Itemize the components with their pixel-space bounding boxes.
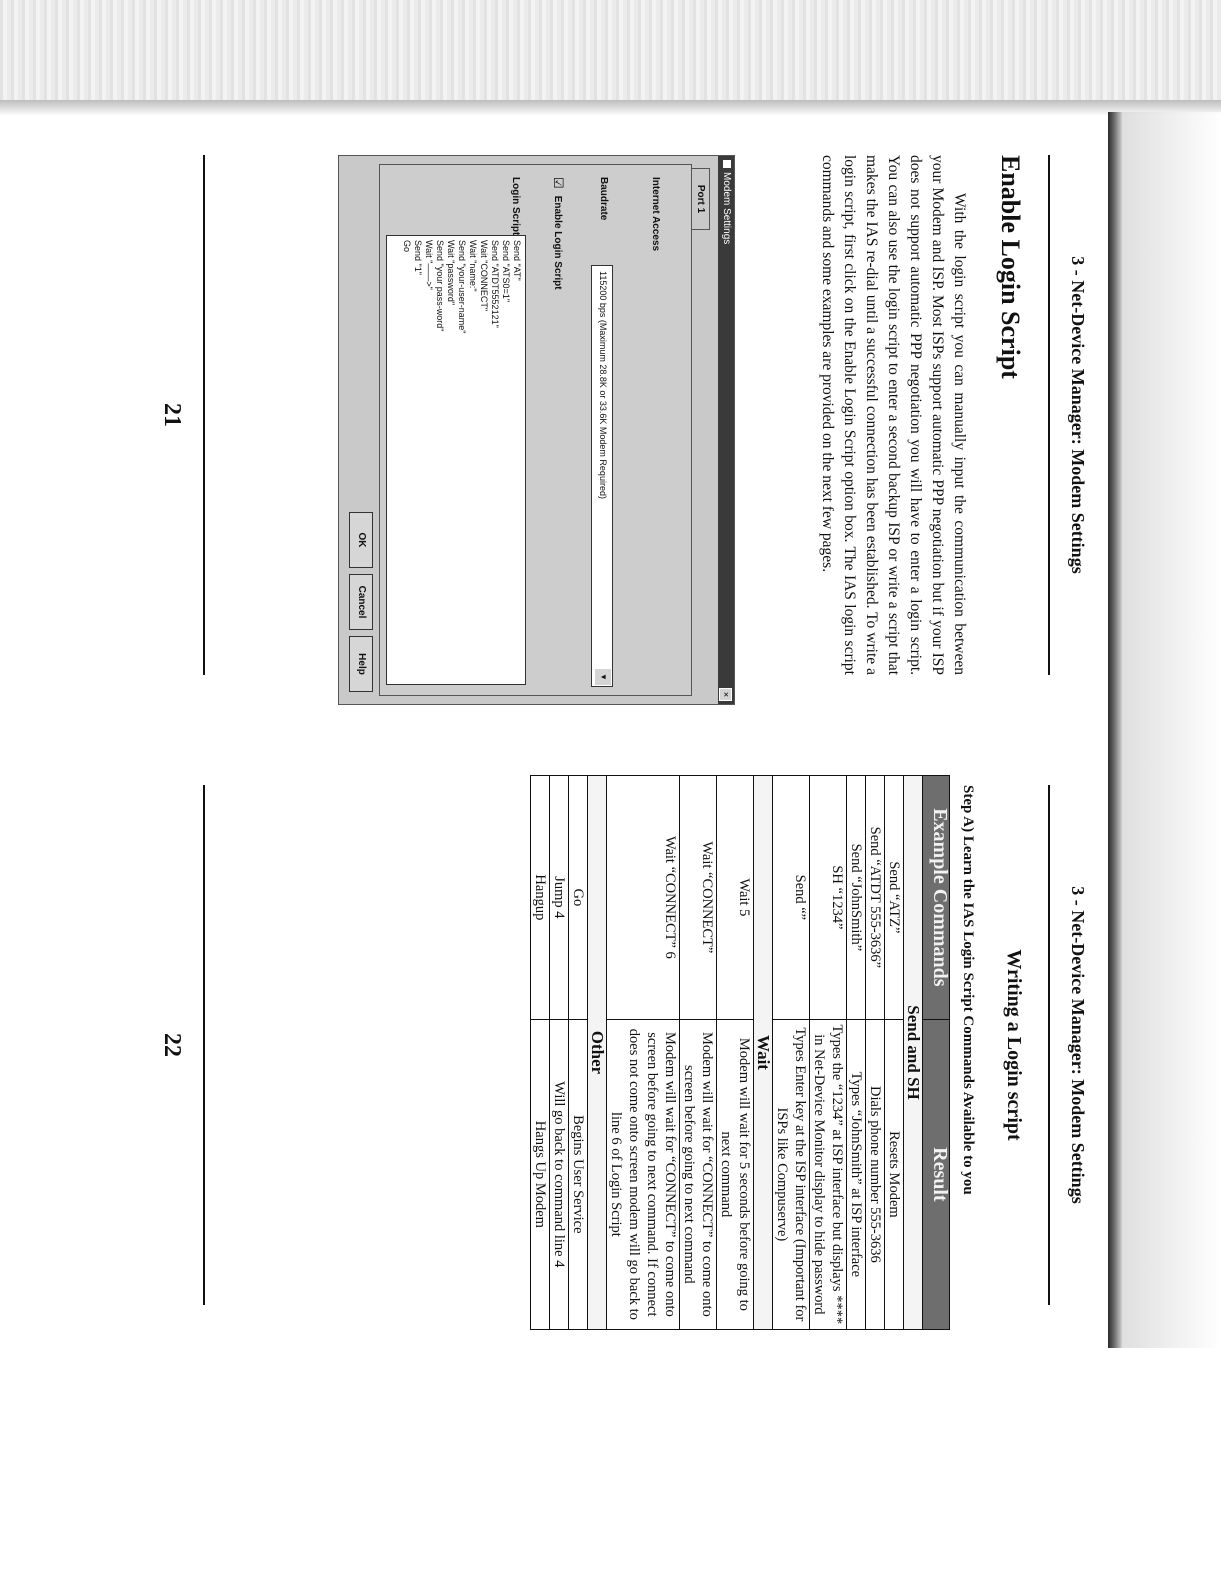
page-number: 21 — [159, 403, 185, 427]
script-line: Wait "name:" — [468, 240, 478, 292]
running-head: 3 - Net-Device Manager: Modem Settings — [1068, 256, 1088, 574]
book-spread — [110, 115, 1110, 1345]
result-cell: Will go back to command line 4 — [550, 1019, 569, 1329]
command-cell: Send “ATZ” — [885, 776, 904, 1020]
header-rule — [1048, 155, 1050, 675]
command-cell: Hangup — [531, 776, 550, 1020]
modem-settings-dialog — [338, 155, 735, 705]
command-cell: Send “JohnSmith” — [847, 776, 866, 1020]
result-cell: Modem will wait for “CONNECT” to come onto screen before going to next command. If connect does not come onto screen modem will go back to line 6 of Login Script — [607, 1019, 680, 1329]
cancel-button[interactable]: Cancel — [349, 574, 373, 630]
dialog-title-bar — [718, 156, 734, 704]
result-cell: Types “JohnSmith” at ISP interface — [847, 1019, 866, 1329]
tab-panel — [379, 164, 692, 696]
baudrate-select[interactable] — [591, 265, 613, 687]
left-page — [110, 115, 1110, 715]
result-cell: Types the “1234” at ISP interface but displays **** in Net-Device Monitor display to hide password — [810, 1019, 847, 1329]
group-heading: Other — [588, 776, 607, 1330]
body-paragraph: With the login script you can manually input the communication between your Modem and ISP. Most ISPs support automatic PPP negotiation but if your ISP does not support automatic PPP negotiation you will have to enter a login script. You can also use the login script to enter a second backup ISP or write a script that makes the IAS re-dial until a successful connection has been established. To write a login script, first click on the Enable Login Script option box. The IAS login script commands and some examples are provided on the next few pages. — [819, 155, 968, 675]
commands-table — [530, 775, 950, 1330]
page-number: 22 — [159, 1033, 185, 1057]
script-line: Send "your-user-name" — [457, 240, 467, 334]
scan-top-edge — [0, 100, 1221, 116]
script-line: Wait "password" — [446, 240, 456, 306]
scan-top-noise — [0, 0, 1221, 112]
script-line: Send "ATS0=1" — [501, 240, 511, 303]
column-header: Result — [923, 1019, 950, 1329]
group-row — [588, 776, 607, 1330]
table-row — [550, 776, 569, 1330]
section-title: Enable Login Script — [996, 155, 1025, 379]
checkbox-checked-icon[interactable]: ☑ — [551, 177, 566, 189]
tab-port-1[interactable]: Port 1 — [691, 168, 710, 230]
result-cell: Modem will wait for “CONNECT” to come onto screen before going to next command — [680, 1019, 717, 1329]
script-line: Send "your pass-word" — [435, 240, 445, 332]
column-header: Example Commands — [923, 776, 950, 1020]
enable-login-script-label: Enable Login Script — [552, 195, 564, 290]
book-spine-shadow — [1108, 112, 1122, 1348]
script-line: Go — [402, 240, 412, 253]
result-cell: Modem will wait for 5 seconds before going to next command — [717, 1019, 754, 1329]
window-icon — [723, 160, 731, 168]
command-cell: Wait “CONNECT” — [680, 776, 717, 1020]
table-row — [569, 776, 588, 1330]
script-line: Send "ATDT5552121" — [490, 240, 500, 328]
login-script-textarea[interactable] — [386, 235, 526, 685]
enable-login-script-option[interactable] — [550, 177, 566, 290]
group-heading: Send and SH — [904, 776, 923, 1330]
internet-access-label: Internet Access — [650, 177, 661, 252]
command-cell: Wait “CONNECT” 6 — [607, 776, 680, 1020]
result-cell: Begins User Service — [569, 1019, 588, 1329]
table-row — [885, 776, 904, 1330]
baudrate-value: 115200 bps (Maximum 28.8K or 33.6K Modem Required) — [598, 271, 608, 499]
help-button[interactable]: Help — [349, 636, 373, 692]
group-row — [904, 776, 923, 1330]
right-page — [110, 745, 1110, 1345]
table-row — [531, 776, 550, 1330]
command-cell: Go — [569, 776, 588, 1020]
ok-button[interactable]: OK — [349, 512, 373, 568]
login-script-label: Login Script — [510, 177, 521, 236]
table-row — [773, 776, 810, 1330]
group-row — [754, 776, 773, 1330]
command-cell: Send “” — [773, 776, 810, 1020]
table-header-row — [923, 776, 950, 1330]
script-line: Wait "CONNECT" — [479, 240, 489, 312]
command-cell: Send “ATDT 555-3636” — [866, 776, 885, 1020]
table-row — [847, 776, 866, 1330]
table-row — [607, 776, 680, 1330]
footer-rule — [203, 155, 205, 675]
result-cell: Resets Modem — [885, 1019, 904, 1329]
table-body — [531, 776, 923, 1330]
running-head: 3 - Net-Device Manager: Modem Settings — [1068, 886, 1088, 1204]
command-cell: Jump 4 — [550, 776, 569, 1020]
table-row — [680, 776, 717, 1330]
close-button[interactable]: × — [719, 688, 732, 701]
section-title: Writing a Login script — [1003, 949, 1025, 1141]
command-cell: SH “1234” — [810, 776, 847, 1020]
header-rule — [1048, 785, 1050, 1305]
table-row — [810, 776, 847, 1330]
result-cell: Dials phone number 555-3636 — [866, 1019, 885, 1329]
script-line: Send "AT" — [512, 240, 522, 281]
script-line: Send "1" — [413, 240, 423, 275]
table-row — [717, 776, 754, 1330]
step-a-heading: Step A) Learn the IAS Login Script Commands Available to you — [960, 785, 976, 1195]
dropdown-arrow-icon[interactable]: ▼ — [595, 669, 611, 685]
group-heading: Wait — [754, 776, 773, 1330]
footer-rule — [203, 785, 205, 1305]
spine-fade — [1122, 112, 1221, 1348]
command-cell: Wait 5 — [717, 776, 754, 1020]
result-cell: Types Enter key at the ISP interface (Important for ISPs like Compuserve) — [773, 1019, 810, 1329]
script-line: Wait "——>" — [424, 240, 434, 290]
baudrate-label: Baudrate — [598, 177, 609, 221]
result-cell: Hangs Up Modem — [531, 1019, 550, 1329]
table-row — [866, 776, 885, 1330]
dialog-title: Modem Settings — [721, 172, 732, 245]
